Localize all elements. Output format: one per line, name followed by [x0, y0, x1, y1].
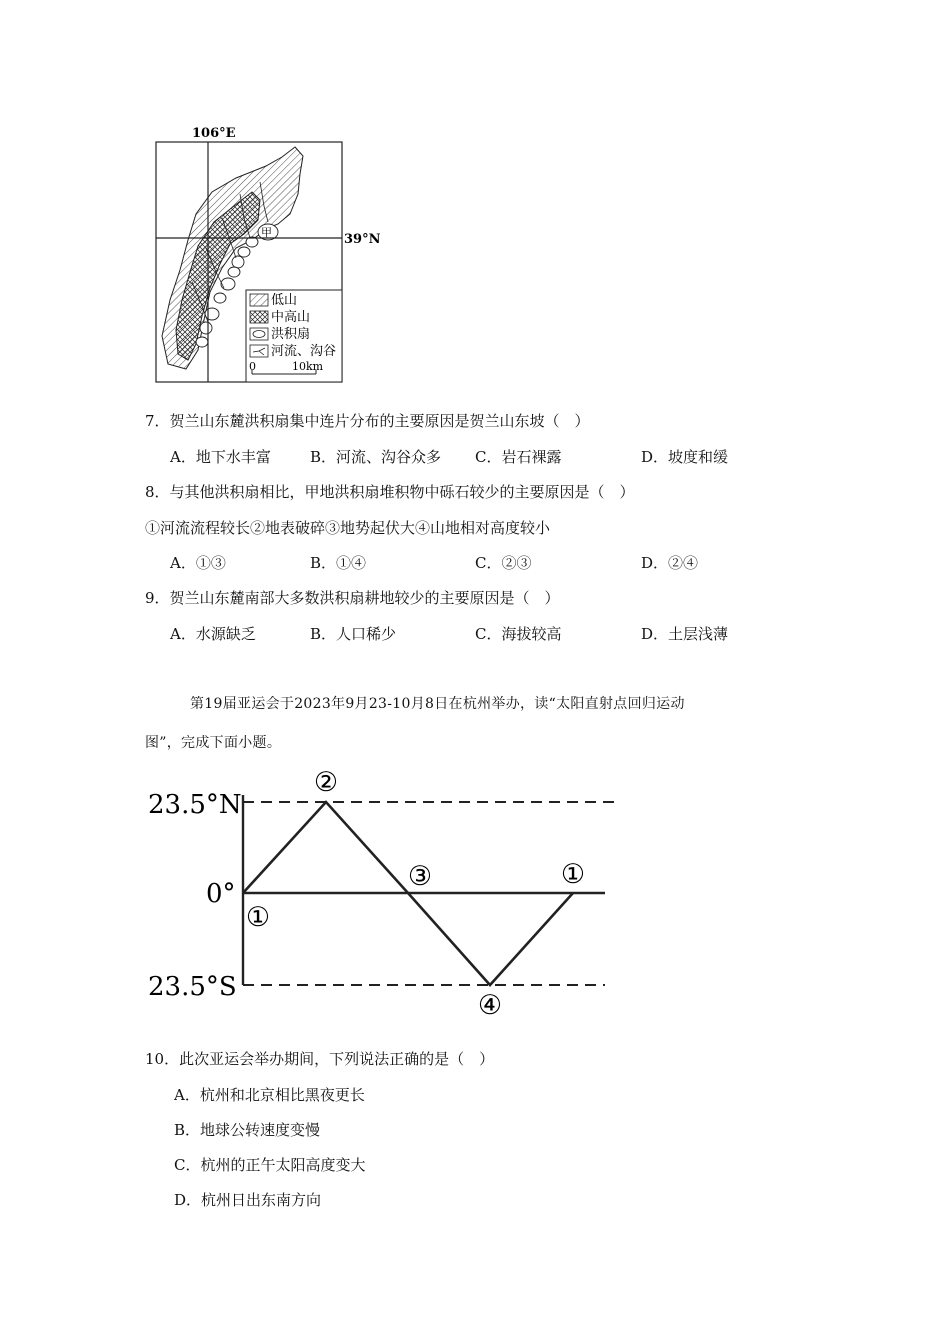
lon-label: 106°E [192, 126, 236, 141]
point-marker-2: ② [313, 767, 339, 798]
legend-fan-label: 洪积扇 [271, 327, 311, 342]
question-10-stem: 10．此次亚运会举办期间，下列说法正确的是（ ） [145, 1050, 495, 1068]
q10-option-a[interactable]: A．杭州和北京相比黑夜更长 [174, 1086, 365, 1104]
question-8-stem: 8．与其他洪积扇相比，甲地洪积扇堆积物中砾石较少的主要原因是（ ） [145, 483, 635, 501]
map-svg [140, 122, 390, 392]
q10-option-d[interactable]: D．杭州日出东南方向 [174, 1191, 322, 1209]
question-8-statements: ①河流流程较长②地表破碎③地势起伏大④山地相对高度较小 [145, 519, 551, 537]
legend-low-swatch [250, 294, 268, 306]
q8-option-c[interactable]: C．②③ [475, 554, 532, 572]
scale-start: 0 [249, 360, 256, 373]
legend-low-label: 低山 [271, 293, 298, 308]
q7-option-a[interactable]: A．地下水丰富 [170, 448, 271, 466]
passage-line-1: 第19届亚运会于2023年9月23-10月8日在杭州举办，读“太阳直射点回归运动 [190, 696, 685, 712]
label-23-5-n: 23.5°N [148, 790, 242, 820]
label-equator: 0° [206, 879, 236, 909]
q7-option-c[interactable]: C．岩石裸露 [475, 448, 562, 466]
point-marker-4: ④ [477, 990, 503, 1021]
point-marker-1: ① [245, 902, 271, 933]
q7-option-d[interactable]: D．坡度和缓 [641, 448, 729, 466]
point-marker-3: ③ [407, 861, 433, 892]
sun-chart-svg [140, 765, 630, 1025]
q8-option-a[interactable]: A．①③ [170, 554, 226, 572]
q9-option-c[interactable]: C．海拔较高 [475, 625, 562, 643]
legend-high-swatch [250, 311, 268, 323]
question-7-stem: 7．贺兰山东麓洪积扇集中连片分布的主要原因是贺兰山东坡（ ） [145, 412, 590, 430]
legend-high-label: 中高山 [271, 310, 311, 325]
q9-option-b[interactable]: B．人口稀少 [310, 625, 397, 643]
passage-line-2: 图”，完成下面小题。 [145, 735, 282, 751]
q9-option-a[interactable]: A．水源缺乏 [170, 625, 256, 643]
q9-option-d[interactable]: D．土层浅薄 [641, 625, 729, 643]
q10-option-c[interactable]: C．杭州的正午太阳高度变大 [174, 1156, 366, 1174]
scale-end: 10km [292, 360, 324, 373]
point-marker-5: ① [560, 859, 586, 890]
q10-option-b[interactable]: B．地球公转速度变慢 [174, 1121, 321, 1139]
question-9-stem: 9．贺兰山东麓南部大多数洪积扇耕地较少的主要原因是（ ） [145, 589, 560, 607]
q7-option-b[interactable]: B．河流、沟谷众多 [310, 448, 442, 466]
lat-label: 39°N [344, 232, 381, 247]
place-jia-label: 甲 [261, 226, 272, 239]
sun-direct-point-chart [140, 765, 630, 1025]
helan-mountain-map [140, 122, 390, 392]
q8-option-d[interactable]: D．②④ [641, 554, 699, 572]
q8-option-b[interactable]: B．①④ [310, 554, 367, 572]
legend-river-label: 河流、沟谷 [271, 344, 337, 359]
label-23-5-s: 23.5°S [148, 972, 237, 1002]
